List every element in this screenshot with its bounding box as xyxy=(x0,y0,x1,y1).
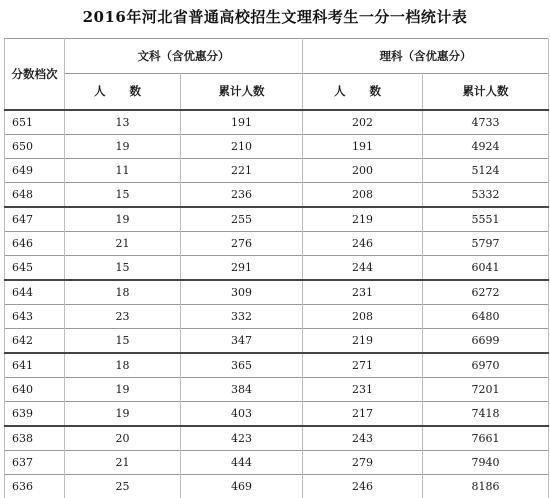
wenke-count-cell: 19 xyxy=(65,377,181,401)
wenke-group-header: 文科（含优惠分） xyxy=(65,39,303,74)
table-row xyxy=(5,450,549,474)
table-row xyxy=(5,280,549,305)
score-cell: 648 xyxy=(5,182,65,207)
like-cumulative-header: 累计人数 xyxy=(423,74,549,110)
wenke-count-cell: 25 xyxy=(65,474,181,498)
score-cell: 638 xyxy=(5,426,65,451)
like-count-cell: 279 xyxy=(303,450,423,474)
like-count-cell: 219 xyxy=(303,207,423,232)
wenke-count-cell: 19 xyxy=(65,401,181,426)
wenke-count-cell: 18 xyxy=(65,280,181,305)
wenke-cumulative-cell: 365 xyxy=(181,353,303,378)
like-count-cell: 217 xyxy=(303,401,423,426)
score-cell: 647 xyxy=(5,207,65,232)
score-cell: 642 xyxy=(5,328,65,353)
like-cumulative-cell: 6041 xyxy=(423,255,549,280)
like-cumulative-cell: 7418 xyxy=(423,401,549,426)
wenke-count-cell: 11 xyxy=(65,158,181,182)
wenke-count-cell: 15 xyxy=(65,255,181,280)
wenke-count-cell: 18 xyxy=(65,353,181,378)
score-cell: 646 xyxy=(5,231,65,255)
table-row xyxy=(5,377,549,401)
wenke-count-cell: 19 xyxy=(65,134,181,158)
wenke-count-header: 人 数 xyxy=(65,74,181,110)
like-cumulative-cell: 5797 xyxy=(423,231,549,255)
wenke-cumulative-cell: 347 xyxy=(181,328,303,353)
table-row xyxy=(5,134,549,158)
table-row xyxy=(5,353,549,378)
page-title: 2016年河北省普通高校招生文理科考生一分一档统计表 xyxy=(82,8,468,26)
score-cell: 650 xyxy=(5,134,65,158)
wenke-count-cell: 15 xyxy=(65,182,181,207)
table-row xyxy=(5,304,549,328)
wenke-cumulative-cell: 191 xyxy=(181,110,303,135)
table-row xyxy=(5,328,549,353)
like-count-cell: 271 xyxy=(303,353,423,378)
score-cell: 640 xyxy=(5,377,65,401)
like-count-cell: 243 xyxy=(303,426,423,451)
like-cumulative-cell: 8186 xyxy=(423,474,549,498)
wenke-count-cell: 23 xyxy=(65,304,181,328)
wenke-cumulative-cell: 236 xyxy=(181,182,303,207)
wenke-count-cell: 20 xyxy=(65,426,181,451)
wenke-cumulative-cell: 221 xyxy=(181,158,303,182)
wenke-count-cell: 21 xyxy=(65,450,181,474)
like-cumulative-cell: 7201 xyxy=(423,377,549,401)
like-cumulative-cell: 4733 xyxy=(423,110,549,135)
wenke-count-cell: 15 xyxy=(65,328,181,353)
score-cell: 641 xyxy=(5,353,65,378)
table-row xyxy=(5,255,549,280)
table-row xyxy=(5,401,549,426)
score-level-header: 分数档次 xyxy=(5,39,65,110)
score-cell: 636 xyxy=(5,474,65,498)
like-cumulative-cell: 6480 xyxy=(423,304,549,328)
like-cumulative-cell: 5332 xyxy=(423,182,549,207)
score-cell: 637 xyxy=(5,450,65,474)
like-count-cell: 208 xyxy=(303,182,423,207)
like-cumulative-cell: 7940 xyxy=(423,450,549,474)
like-count-cell: 191 xyxy=(303,134,423,158)
like-cumulative-cell: 4924 xyxy=(423,134,549,158)
wenke-count-cell: 21 xyxy=(65,231,181,255)
score-distribution-table xyxy=(4,38,549,498)
like-count-cell: 246 xyxy=(303,231,423,255)
wenke-cumulative-cell: 332 xyxy=(181,304,303,328)
like-count-header: 人 数 xyxy=(303,74,423,110)
wenke-count-cell: 19 xyxy=(65,207,181,232)
wenke-cumulative-header: 累计人数 xyxy=(181,74,303,110)
like-group-header: 理科（含优惠分） xyxy=(303,39,549,74)
like-cumulative-cell: 5551 xyxy=(423,207,549,232)
like-count-cell: 202 xyxy=(303,110,423,135)
wenke-cumulative-cell: 384 xyxy=(181,377,303,401)
score-cell: 651 xyxy=(5,110,65,135)
like-count-cell: 219 xyxy=(303,328,423,353)
like-count-cell: 200 xyxy=(303,158,423,182)
like-count-cell: 244 xyxy=(303,255,423,280)
like-cumulative-cell: 6272 xyxy=(423,280,549,305)
like-count-cell: 246 xyxy=(303,474,423,498)
like-count-cell: 231 xyxy=(303,377,423,401)
wenke-cumulative-cell: 291 xyxy=(181,255,303,280)
score-cell: 639 xyxy=(5,401,65,426)
like-cumulative-cell: 7661 xyxy=(423,426,549,451)
wenke-cumulative-cell: 469 xyxy=(181,474,303,498)
wenke-cumulative-cell: 444 xyxy=(181,450,303,474)
score-cell: 649 xyxy=(5,158,65,182)
wenke-count-cell: 13 xyxy=(65,110,181,135)
wenke-cumulative-cell: 403 xyxy=(181,401,303,426)
table-body xyxy=(5,110,549,498)
like-count-cell: 208 xyxy=(303,304,423,328)
like-cumulative-cell: 5124 xyxy=(423,158,549,182)
table-row xyxy=(5,474,549,498)
table-row xyxy=(5,231,549,255)
wenke-cumulative-cell: 309 xyxy=(181,280,303,305)
score-cell: 643 xyxy=(5,304,65,328)
score-cell: 645 xyxy=(5,255,65,280)
table-row xyxy=(5,158,549,182)
wenke-cumulative-cell: 423 xyxy=(181,426,303,451)
wenke-cumulative-cell: 210 xyxy=(181,134,303,158)
like-cumulative-cell: 6970 xyxy=(423,353,549,378)
like-count-cell: 231 xyxy=(303,280,423,305)
table-row xyxy=(5,207,549,232)
wenke-cumulative-cell: 255 xyxy=(181,207,303,232)
table-row xyxy=(5,182,549,207)
table-row xyxy=(5,110,549,135)
wenke-cumulative-cell: 276 xyxy=(181,231,303,255)
score-cell: 644 xyxy=(5,280,65,305)
like-cumulative-cell: 6699 xyxy=(423,328,549,353)
table-row xyxy=(5,426,549,451)
